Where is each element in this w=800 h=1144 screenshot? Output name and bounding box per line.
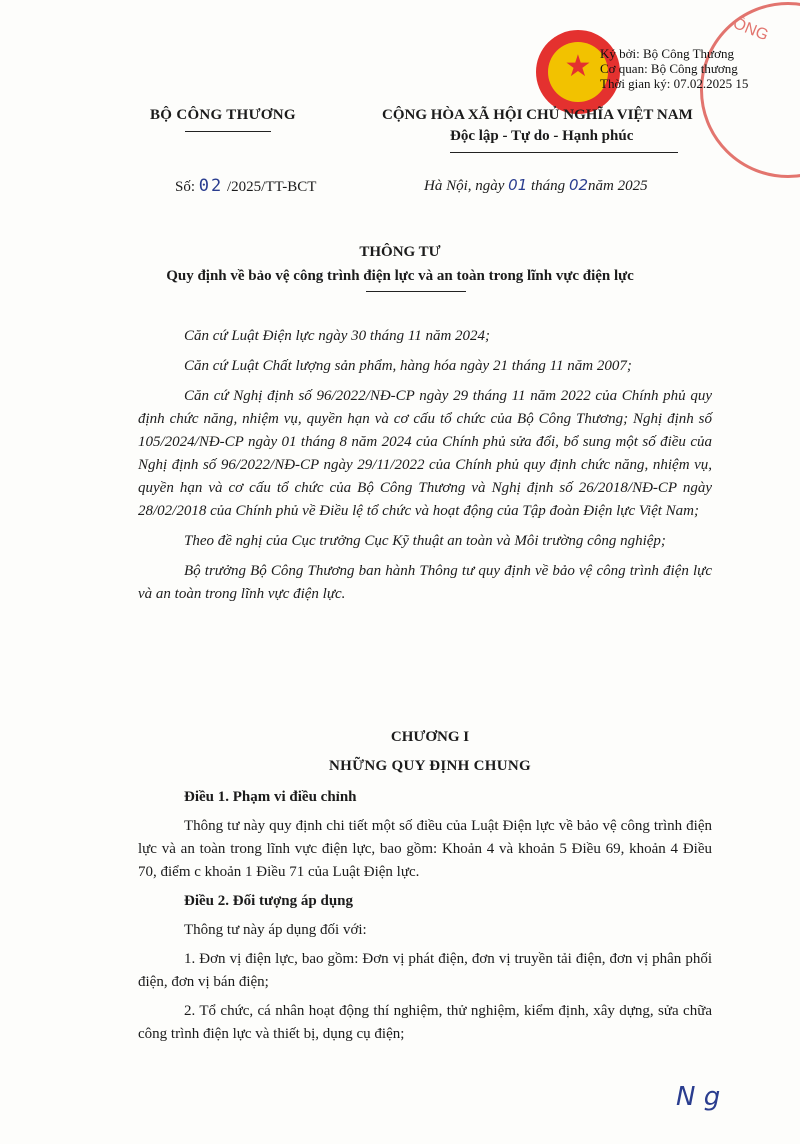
- preamble-paragraph: Căn cứ Luật Chất lượng sản phẩm, hàng hóa ngày 21 tháng 11 năm 2007;: [184, 358, 632, 374]
- ministry-underline: [185, 131, 271, 132]
- document-number: [175, 176, 316, 196]
- subject-underline: [366, 291, 466, 292]
- star-icon: ★: [564, 50, 592, 83]
- chapter-number: CHƯƠNG I: [390, 729, 470, 745]
- article-title: Điều 1. Phạm vi điều chỉnh: [184, 789, 357, 805]
- chapter-title: NHỮNG QUY ĐỊNH CHUNG: [329, 758, 531, 774]
- date-line: [424, 176, 648, 195]
- preamble-paragraph: Căn cứ Luật Điện lực ngày 30 tháng 11 năm 2024;: [184, 328, 491, 344]
- article-paragraph: Thông tư này quy định chi tiết một số điều của Luật Điện lực về bảo vệ công trình điện lực và an toàn trong lĩnh vực điện lực, bao gồm: Khoản 4 và khoản 5 Điều 69, khoản 4 Điều 70, điểm c khoản 1 Điều 71 của Luật Điện lực.: [138, 818, 712, 880]
- articles: [138, 786, 712, 1052]
- date-place-day: Hà Nội, ngày: [424, 178, 509, 194]
- handwritten-initials: N g: [676, 1082, 721, 1112]
- document-type: THÔNG TƯ: [359, 244, 441, 260]
- digital-signature-info: [600, 46, 748, 91]
- preamble-paragraph: Theo đề nghị của Cục trưởng Cục Kỹ thuật an toàn và Môi trường công nghiệp;: [184, 533, 666, 549]
- motto-underline: [450, 152, 678, 153]
- country-name: CỘNG HÒA XÃ HỘI CHỦ NGHĨA VIỆT NAM: [382, 107, 693, 123]
- article-title: Điều 2. Đối tượng áp dụng: [184, 893, 354, 909]
- national-motto: Độc lập - Tự do - Hạnh phúc: [450, 128, 634, 144]
- date-month-handwritten: 02: [568, 176, 589, 194]
- article-paragraph: 2. Tổ chức, cá nhân hoạt động thí nghiệm, thử nghiệm, kiểm định, xây dựng, sửa chữa công trình điện lực và thiết bị, dụng cụ điện;: [138, 1003, 712, 1042]
- article-paragraph: 1. Đơn vị điện lực, bao gồm: Đơn vị phát điện, đơn vị truyền tải điện, đơn vị phân phối điện, đơn vị bán điện;: [138, 951, 712, 990]
- preamble-paragraph: Bộ trưởng Bộ Công Thương ban hành Thông tư quy định về bảo vệ công trình điện lực và an toàn trong lĩnh vực điện lực.: [138, 563, 712, 602]
- doc-number-suffix: /2025/TT-BCT: [223, 179, 317, 195]
- emblem-inner: [548, 42, 608, 102]
- preamble: [138, 325, 712, 613]
- signing-time: Thời gian ký: 07.02.2025 15: [600, 76, 749, 91]
- date-day-handwritten: 01: [508, 176, 528, 194]
- document-subject: Quy định về bảo vệ công trình điện lực và an toàn trong lĩnh vực điện lực: [166, 268, 634, 284]
- date-year: năm 2025: [588, 178, 648, 194]
- stamp-ring-text: CÔNG: [719, 10, 771, 45]
- doc-number-handwritten: 02: [198, 176, 224, 196]
- date-month-label: tháng: [527, 178, 569, 194]
- signed-by: Ký bởi: Bộ Công Thương: [600, 46, 734, 61]
- doc-number-prefix: Số:: [175, 179, 199, 195]
- ministry-name: BỘ CÔNG THƯƠNG: [150, 107, 296, 123]
- preamble-paragraph: Căn cứ Nghị định số 96/2022/NĐ-CP ngày 29 tháng 11 năm 2022 của Chính phủ quy định chức năng, nhiệm vụ, quyền hạn và cơ cấu tổ chức của Bộ Công Thương; Nghị định số 105/2024/NĐ-CP ngày 01 tháng 8 năm 2024 của Chính phủ sửa đổi, bổ sung một số điều của Nghị định số 96/2022/NĐ-CP ngày 29/11/2022 của Chính phủ quy định chức năng, nhiệm vụ, quyền hạn và cơ cấu tổ chức của Bộ Công Thương và Nghị định số 26/2018/NĐ-CP ngày 28/02/2018 của Chính phủ về Điều lệ tổ chức và hoạt động của Tập đoàn Điện lực Việt Nam;: [138, 388, 712, 519]
- article-paragraph: Thông tư này áp dụng đối với:: [184, 922, 367, 938]
- signing-agency: Cơ quan: Bộ Công thương: [600, 61, 738, 76]
